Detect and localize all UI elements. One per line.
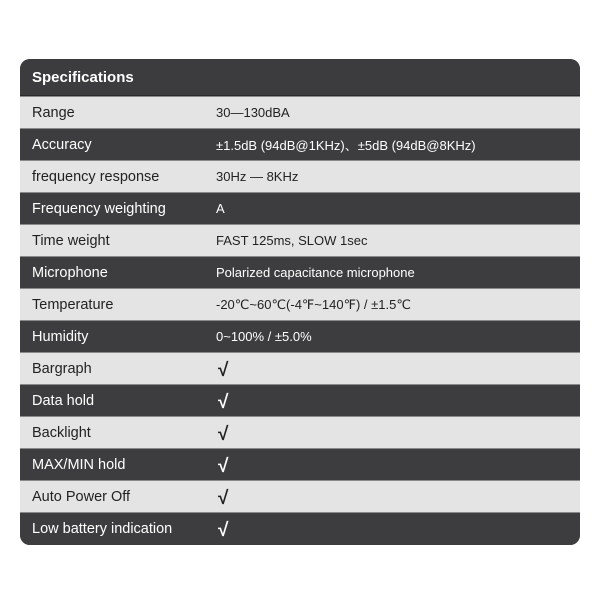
table-row <box>20 416 580 448</box>
spec-label: Time weight <box>32 232 110 249</box>
check-mark-icon: √ <box>218 520 229 541</box>
spec-value: 0~100% / ±5.0% <box>216 329 312 344</box>
check-mark-icon: √ <box>218 359 229 381</box>
check-mark-icon: √ <box>218 455 229 477</box>
spec-value: Polarized capacitance microphone <box>216 265 415 280</box>
spec-value: A <box>216 201 225 216</box>
spec-label: Humidity <box>32 328 89 345</box>
table-row <box>20 448 580 480</box>
check-mark-icon: √ <box>218 391 229 413</box>
table-row <box>20 224 580 256</box>
spec-value: 30—130dBA <box>216 105 290 120</box>
spec-label: Auto Power Off <box>32 488 131 505</box>
table-row <box>20 160 580 192</box>
spec-value: 30Hz — 8KHz <box>216 169 299 184</box>
table-row <box>20 96 580 128</box>
table-row <box>20 256 580 288</box>
spec-value: FAST 125ms, SLOW 1sec <box>216 233 368 248</box>
spec-label: Microphone <box>32 264 108 281</box>
spec-label: frequency response <box>32 168 160 185</box>
spec-label: Low battery indication <box>32 521 173 537</box>
spec-value: -20℃~60℃(-4℉~140℉) / ±1.5℃ <box>216 296 411 312</box>
table-row <box>20 192 580 224</box>
table-row <box>20 512 580 545</box>
table-row <box>20 288 580 320</box>
spec-label: Range <box>32 104 75 121</box>
spec-label: Temperature <box>32 296 114 313</box>
check-mark-icon: √ <box>218 423 229 445</box>
spec-label: Frequency weighting <box>32 200 166 217</box>
table-title: Specifications <box>20 59 580 96</box>
table-row <box>20 320 580 352</box>
specifications-table <box>20 59 580 545</box>
spec-label: Data hold <box>32 392 95 409</box>
check-mark-icon: √ <box>218 487 229 509</box>
spec-value: ±1.5dB (94dB@1KHz)、±5dB (94dB@8KHz) <box>216 138 476 153</box>
table-row <box>20 480 580 512</box>
spec-label: Bargraph <box>32 360 92 377</box>
spec-label: Accuracy <box>32 136 92 153</box>
table-row <box>20 128 580 160</box>
spec-label: Backlight <box>32 424 91 441</box>
table-row <box>20 384 580 416</box>
table-row <box>20 352 580 384</box>
spec-label: MAX/MIN hold <box>32 456 126 473</box>
